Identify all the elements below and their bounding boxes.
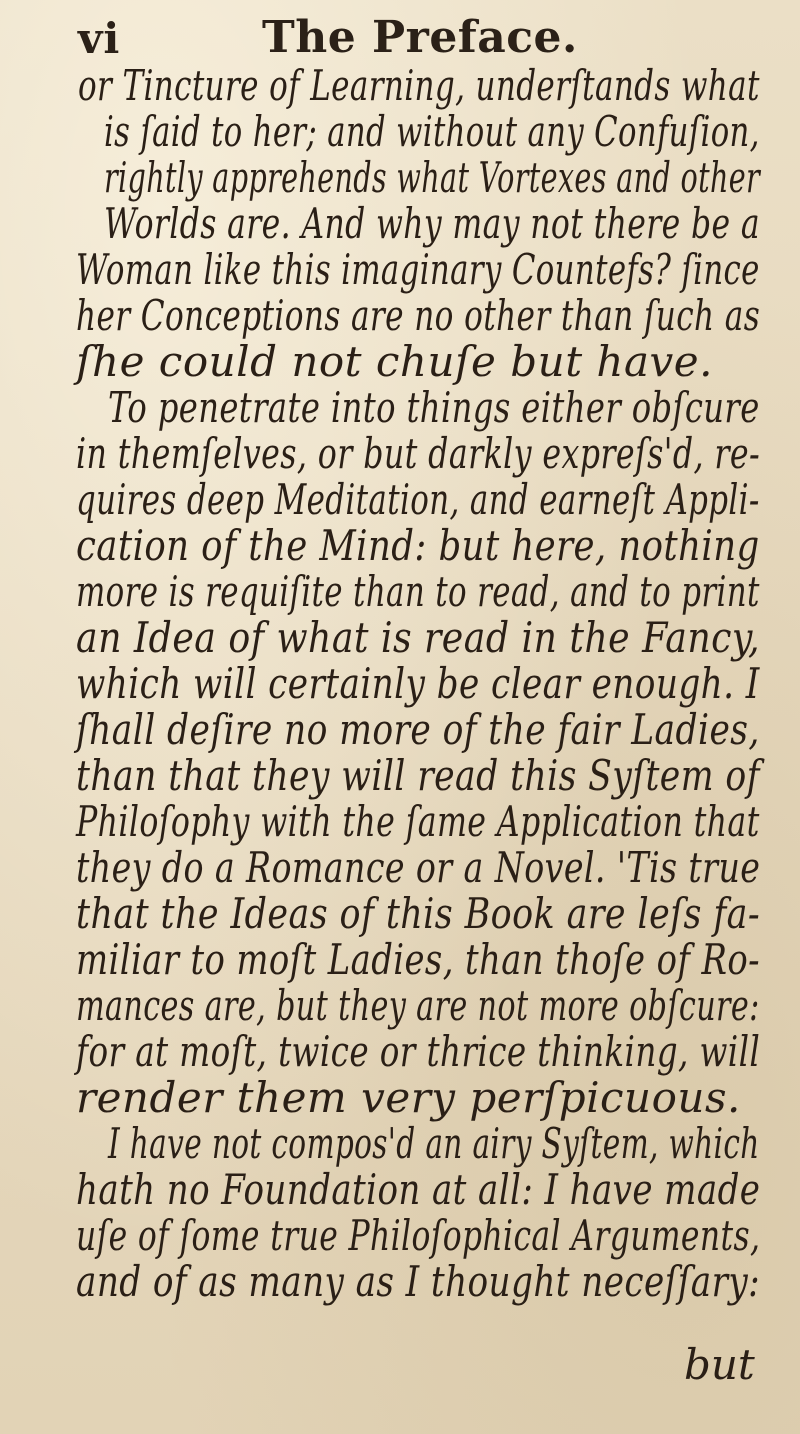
text-line: more is requiſite than to read, and to print — [76, 567, 760, 616]
text-line: cation of the Mind: but here, nothing — [76, 521, 760, 570]
text-line: hath no Foundation at all: I have made — [76, 1165, 761, 1214]
text-line: quires deep Meditation, and earneſt Appli- — [76, 475, 760, 524]
text-line: in themſelves, or but darkly expreſs'd, re- — [76, 429, 761, 478]
text-line: for at moſt, twice or thrice thinking, will — [76, 1027, 761, 1076]
text-line: uſe of ſome true Philoſophical Arguments, — [76, 1211, 761, 1260]
catchword: but — [684, 1340, 755, 1389]
text-line: ſhall deſire no more of the fair Ladies, — [76, 705, 760, 754]
text-line: To penetrate into things either obſcure — [108, 383, 760, 432]
text-line: her Conceptions are no other than ſuch as — [76, 291, 761, 340]
text-line: Woman like this imaginary Countefs? ſince — [76, 245, 760, 294]
text-line: rightly apprehends what Vortexes and other — [104, 153, 761, 202]
text-line: or Tincture of Learning, underſtands what — [78, 61, 760, 110]
text-line: miliar to moſt Ladies, than thoſe of Ro- — [76, 935, 760, 984]
text-line: render them very perſpicuous. — [76, 1073, 741, 1122]
text-line: and of as many as I thought neceſſary: — [76, 1257, 761, 1306]
text-line: Worlds are. And why may not there be a — [104, 199, 760, 248]
text-line: I have not compos'd an airy Syſtem, which — [108, 1119, 760, 1168]
text-line: which will certainly be clear enough. I — [76, 659, 760, 708]
text-line: that the Ideas of this Book are leſs fa- — [76, 889, 761, 938]
text-line: than that they will read this Syſtem of — [76, 751, 760, 800]
text-line: is ſaid to her; and without any Confuſion, — [104, 107, 760, 156]
page-number: vi — [78, 14, 121, 63]
text-line: an Idea of what is read in the Fancy, — [76, 613, 761, 662]
running-title: The Preface. — [262, 12, 578, 63]
text-line: mances are, but they are not more obſcure: — [76, 981, 760, 1030]
text-line: ſhe could not chuſe but have. — [76, 337, 713, 386]
text-line: they do a Romance or a Novel. 'Tis true — [76, 843, 761, 892]
text-line: Philoſophy with the ſame Application that — [76, 797, 760, 846]
